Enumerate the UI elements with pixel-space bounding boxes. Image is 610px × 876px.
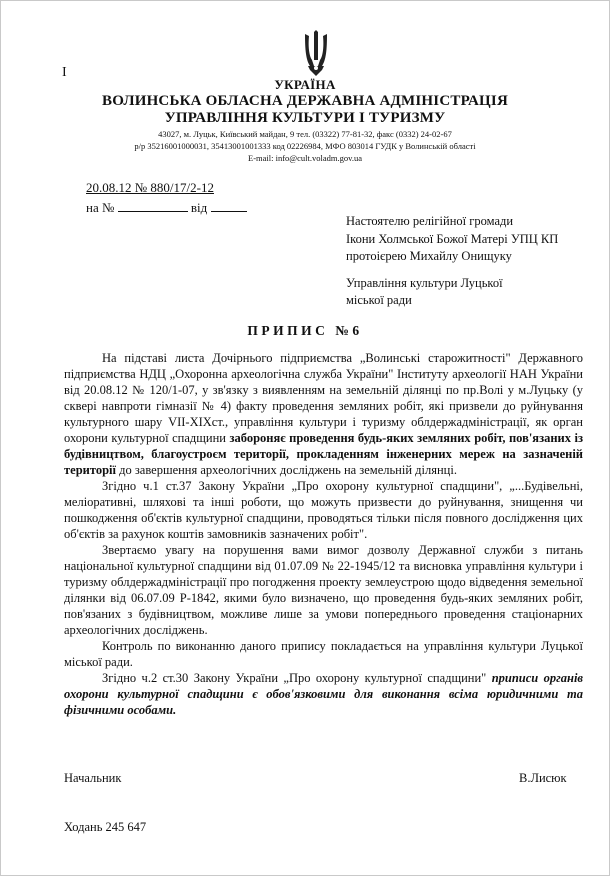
recipient-line: Управління культури Луцької	[346, 275, 503, 290]
paragraph: Згідно ч.2 ст.30 Закону України „Про охорону культурної спадщини" приписи органів охорони культурної спадщини є обов'язковими для виконання всіма юридичними та фізичними особами.	[64, 671, 584, 717]
document-body	[64, 350, 583, 718]
email-line: E-mail: info@cult.voladm.gov.ua	[248, 153, 362, 163]
emphasis-text: приписи органів охорони культурної спадщини є обов'язковими для виконання всіма юридичними та фізичними особами.	[64, 671, 584, 717]
reply-date-label: від	[190, 200, 208, 215]
paragraph: Згідно ч.1 ст.37 Закону України „Про охорону культурної спадщини", „...Будівельні, меліоративні, шляхові та інші роботи, що можуть призвести до руйнування, знищення чи пошкодження об'єктів культурної спадщини, проводяться тільки після повного дослідження цих об'єктів за рахунок коштів замовників зазначених робіт".	[64, 479, 583, 541]
recipients-block	[346, 213, 558, 310]
executor-line: Ходань 245 647	[64, 820, 147, 834]
administration-heading: ВОЛИНСЬКА ОБЛАСНА ДЕРЖАВНА АДМІНІСТРАЦІЯ	[102, 93, 508, 109]
signature-name: В.Лисюк	[519, 771, 567, 785]
country-heading: УКРАЇНА	[274, 77, 336, 92]
registration-number: 20.08.12 № 880/17/2-12	[86, 180, 214, 195]
recipient-line: протоієрею Михайлу Онищуку	[346, 249, 512, 263]
signature-position: Начальник	[64, 771, 122, 785]
reply-prefix: на №	[86, 200, 115, 215]
trident-emblem-icon	[302, 30, 330, 76]
margin-mark: I	[62, 65, 67, 80]
reply-number-blank	[118, 199, 188, 212]
recipient-line: Настоятелю релігійної громади	[346, 214, 514, 228]
address-line: 43027, м. Луцьк, Київський майдан, 9 тел. (03322) 77-81-32, факс (0332) 24-02-67	[158, 129, 452, 139]
reply-reference	[86, 199, 247, 216]
recipient-line: міської ради	[346, 293, 412, 307]
bank-details-line: р/р 35216001000031, 35413001001333 код 02226984, МФО 803014 ГУДК у Волинській області	[134, 141, 476, 151]
emphasis-text: забороняє проведення будь-яких земляних робіт, пов'язаних із будівництвом, благоустроєм території, прокладенням інженерних мереж на зазначеній території	[64, 431, 583, 477]
paragraph: Звертаємо увагу на порушення вами вимог дозволу Державної служби з питань національної культурної спадщини від 01.07.09 № 22-1945/12 та висновка управління культури і туризму облдержадміністрації про погодження проекту землеустрою щодо відведення земельної ділянки від 06.07.09 Р-1842, якими було визначено, що проведення будь-яких земляних робіт, пов'язаних з будівництвом, можливе лише за умови попереднього проведення стаціонарних археологічних досліджень.	[64, 543, 583, 637]
recipient-line: Ікони Холмської Божої Матері УПЦ КП	[346, 231, 559, 246]
document-title: ПРИПИС №6	[247, 323, 363, 338]
department-heading: УПРАВЛІННЯ КУЛЬТУРИ І ТУРИЗМУ	[164, 110, 446, 126]
paragraph: На підставі листа Дочірнього підприємства „Волинські старожитності" Державного підприємства НДЦ „Охоронна археологічна служба України" Інституту археології НАН України від 20.08.12 № 120/1-07, у зв'язку з виявленням на земельній ділянці по пр.Волі у м.Луцьку (у сквері навпроти гімназії № 4) факту проведення земляних робіт, які призвели до руйнування культурного шару VII-XIXст., управління культури і туризму облдержадміністрації, як орган охорони культурної спадщини забороняє проведення будь-яких земляних робіт, пов'язаних із будівництвом, благоустроєм території, прокладенням інженерних мереж на зазначеній території до завершення археологічних досліджень на земельній ділянці.	[64, 351, 583, 477]
paragraph: Контроль по виконанню даного припису покладається на управління культури Луцької міської ради.	[64, 639, 583, 669]
reply-date-blank	[211, 199, 247, 212]
